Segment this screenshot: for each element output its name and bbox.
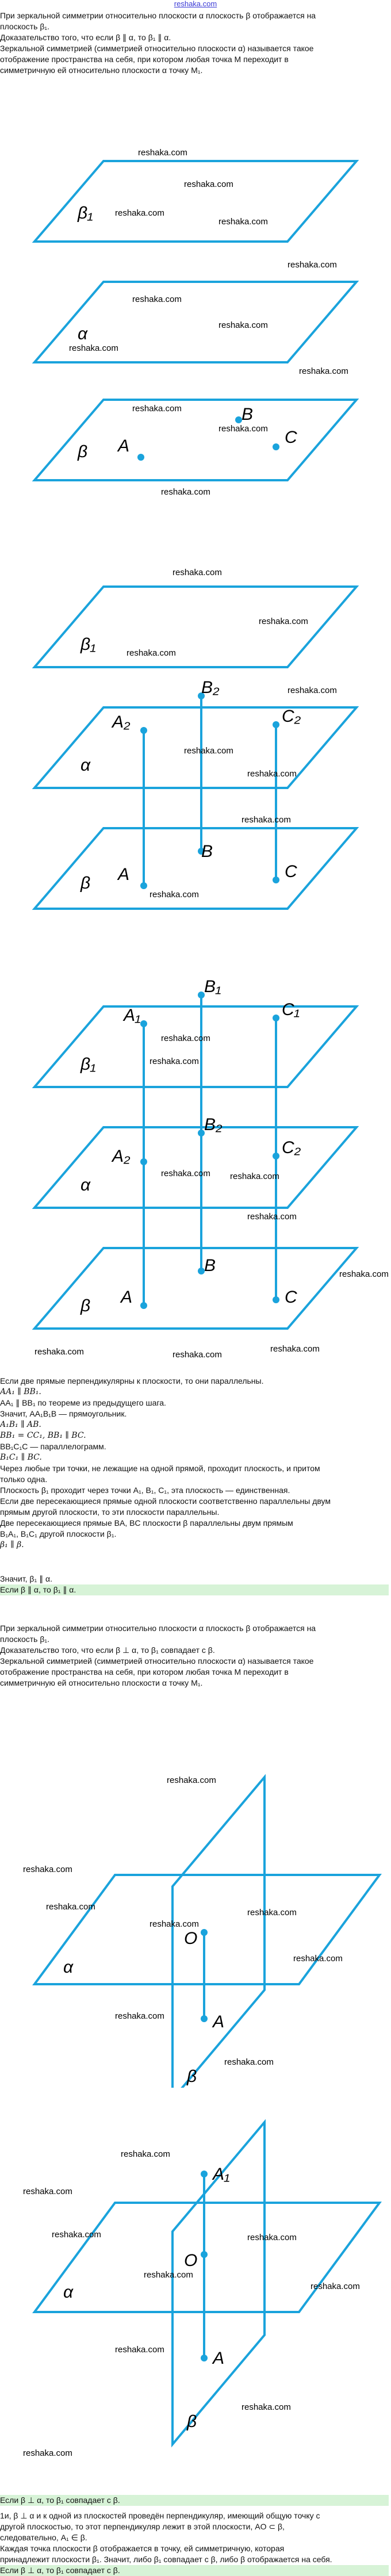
watermark: reshaka.com [34, 1347, 84, 1357]
watermark: reshaka.com [259, 617, 308, 626]
watermark: reshaka.com [172, 568, 222, 577]
watermark: reshaka.com [132, 294, 182, 304]
proof-line: B₁C₁ ∥ BC. [0, 1453, 42, 1462]
watermark: reshaka.com [144, 2270, 193, 2280]
proof-line: β₁ ∥ β. [0, 1540, 24, 1549]
label-beta1: β₁ [78, 204, 93, 223]
final-text [0, 2495, 389, 2576]
watermark: reshaka.com [230, 1172, 279, 1181]
point-o [201, 1929, 208, 1936]
point-c [273, 876, 279, 883]
proof-line: Значит, AA₁B₁B — прямоугольник. [0, 1409, 127, 1418]
label-b1: B₁ [204, 978, 221, 996]
plane-alpha [34, 1875, 379, 1984]
label-b: B [201, 842, 213, 861]
label-a: A [121, 1288, 133, 1307]
watermark: reshaka.com [115, 208, 164, 218]
plane-alpha [34, 1127, 356, 1208]
label-c: C [285, 1288, 297, 1307]
watermark: reshaka.com [23, 2187, 72, 2196]
label-b2: B₂ [201, 678, 220, 697]
watermark: reshaka.com [224, 2057, 274, 2067]
part2-line: плоскость β₁. [0, 1635, 50, 1644]
point-a [201, 2355, 208, 2361]
point-o [201, 2251, 208, 2258]
watermark: reshaka.com [247, 2233, 297, 2242]
point-a [140, 1302, 147, 1309]
label-beta: β [80, 1296, 91, 1315]
plane-alpha [34, 2203, 379, 2312]
proof-line: Через любые три точки, не лежащие на одной прямой, проходит плоскость, и притом [0, 1464, 320, 1473]
point-a [137, 454, 144, 461]
intro-line: Зеркальной симметрией (симметрией относительно плоскости α) называется такое [0, 44, 314, 53]
part2-line: Доказательство того, что если β ⊥ α, то β₁ совпадает с β. [0, 1645, 215, 1655]
figure-4 [0, 1697, 391, 2088]
label-beta1: β₁ [80, 635, 96, 654]
site-link[interactable]: reshaka.com [174, 0, 217, 8]
point-a [140, 882, 147, 889]
conclusion-2: Если β ⊥ α, то β₁ совпадает с β. [0, 2495, 389, 2506]
watermark: reshaka.com [115, 2345, 164, 2355]
part2-line: симметричную ей относительно плоскости α точку M₁. [0, 1678, 203, 1687]
label-a1: A₁ [213, 2165, 230, 2184]
plane-beta1 [34, 1006, 356, 1087]
final-line: принадлежит плоскости β₁. Значит, либо β₁ совпадает с β, либо β отображается на себя. [0, 2555, 332, 2564]
point-a [201, 2015, 208, 2022]
label-b: B [204, 1256, 216, 1275]
label-c2: C₂ [282, 1138, 301, 1157]
point-a1 [140, 1020, 147, 1027]
proof-line: только одна. [0, 1475, 48, 1484]
watermark: reshaka.com [218, 217, 268, 227]
watermark: reshaka.com [161, 1034, 210, 1043]
final-line: следовательно, A₁ ∈ β. [0, 2533, 87, 2542]
proof-line: BB₁C₁C — параллелограмм. [0, 1442, 106, 1451]
conclusion-3: Если β ⊥ α, то β₁ совпадает с β. [0, 2565, 389, 2576]
label-alpha: α [80, 756, 91, 775]
watermark: reshaka.com [270, 1344, 320, 1354]
intro-text [0, 10, 389, 76]
figure-5 [0, 2088, 391, 2490]
intro-line: симметричную ей относительно плоскости α точку M₁. [0, 66, 203, 75]
watermark: reshaka.com [299, 366, 348, 376]
intro-line: отображение пространства на себя, при котором любая точка M переходит в [0, 55, 289, 64]
watermark: reshaka.com [241, 815, 291, 825]
watermark: reshaka.com [138, 148, 187, 158]
part2-text [0, 1623, 389, 1689]
figure-2 [0, 552, 391, 949]
label-beta: β [187, 2412, 197, 2431]
figure-1 [0, 86, 391, 506]
watermark: reshaka.com [150, 1057, 199, 1066]
label-a: A [213, 2012, 225, 2031]
final-line: другой плоскостью, то этот перпендикуляр лежит в этой плоскости, AO ⊂ β, [0, 2522, 285, 2531]
point-c1 [273, 1015, 279, 1021]
label-a: A [118, 437, 130, 456]
watermark: reshaka.com [218, 320, 268, 330]
plane-beta [34, 400, 356, 480]
label-alpha: α [80, 1176, 91, 1195]
watermark: reshaka.com [172, 1350, 222, 1360]
label-c1: C₁ [282, 1000, 300, 1019]
label-beta: β [187, 2067, 197, 2086]
intro-line: плоскость β₁. [0, 22, 50, 31]
watermark: reshaka.com [23, 2448, 72, 2458]
label-a2: A₂ [112, 713, 131, 732]
intro-line: Доказательство того, что если β ∥ α, то β₁ ∥ α. [0, 33, 171, 42]
point-a1 [201, 2171, 208, 2177]
proof-line: B₁A₁, B₁C₁ другой плоскости β₁. [0, 1529, 117, 1538]
watermark: reshaka.com [46, 1902, 95, 1912]
watermark: reshaka.com [150, 1919, 199, 1929]
watermark: reshaka.com [247, 1212, 297, 1222]
plane-beta1 [34, 587, 356, 667]
part2-line: При зеркальной симметрии относительно плоскости α плоскость β отображается на [0, 1624, 316, 1633]
label-a: A [213, 2349, 225, 2368]
watermark: reshaka.com [184, 179, 233, 189]
watermark: reshaka.com [167, 1775, 216, 1785]
proof-line: Если две пересекающиеся прямые одной плоскости соответственно параллельны двум [0, 1496, 331, 1506]
watermark: reshaka.com [115, 2011, 164, 2021]
label-a: A [118, 865, 130, 884]
watermark: reshaka.com [247, 769, 297, 779]
figure-3 [0, 978, 391, 1369]
proof-line: Две пересекающиеся прямые BA, BC плоскости β параллельны двум прямым [0, 1518, 293, 1528]
point-a2 [140, 1158, 147, 1165]
point-c [273, 1296, 279, 1303]
point-c2 [273, 721, 279, 728]
part2-line: Зеркальной симметрией (симметрией относительно плоскости α) называется такое [0, 1656, 314, 1666]
conclusion-1: Если β ∥ α, то β₁ ∥ α. [0, 1584, 389, 1595]
watermark: reshaka.com [132, 404, 182, 414]
label-c: C [285, 428, 297, 447]
label-alpha: α [63, 2283, 74, 2302]
label-beta: β [78, 442, 88, 461]
final-line: Каждая точка плоскости β отображается в точку, ей симметричную, которая [0, 2544, 285, 2553]
point-c [273, 443, 279, 450]
label-o: O [184, 2251, 198, 2270]
watermark: reshaka.com [288, 260, 337, 270]
watermark: reshaka.com [23, 1865, 72, 1874]
point-a2 [140, 727, 147, 734]
label-c2: C₂ [282, 707, 301, 726]
label-beta1: β₁ [80, 1055, 96, 1074]
watermark: reshaka.com [69, 343, 118, 353]
proof-line: AA₁ ∥ BB₁. [0, 1387, 41, 1396]
proof-line: BB₁ = CC₁, BB₁ ∥ BC. [0, 1431, 86, 1440]
watermark: reshaka.com [184, 746, 233, 756]
part2-line: отображение пространства на себя, при котором любая точка M переходит в [0, 1667, 289, 1676]
label-b: B [241, 405, 254, 424]
label-o: O [184, 1929, 198, 1948]
proof-text [0, 1376, 389, 1595]
plane-beta [34, 1248, 356, 1329]
label-beta: β [80, 874, 91, 893]
label-b2: B₂ [204, 1115, 223, 1134]
watermark: reshaka.com [241, 2402, 291, 2412]
label-c: C [285, 862, 297, 881]
proof-line: Если две прямые перпендикулярны к плоскости, то они параллельны. [0, 1376, 264, 1385]
label-a1: A₁ [124, 1006, 141, 1025]
plane-beta1 [34, 161, 356, 242]
intro-line: При зеркальной симметрии относительно плоскости α плоскость β отображается на [0, 11, 316, 20]
watermark: reshaka.com [247, 1908, 297, 1917]
watermark: reshaka.com [161, 1169, 210, 1178]
final-line: 1и, β ⊥ α и к одной из плоскостей проведён перпендикуляр, имеющий общую точку с [0, 2511, 320, 2520]
proof-line: AA₁ ∥ BB₁ по теореме из предыдущего шага. [0, 1398, 166, 1407]
watermark: reshaka.com [52, 2230, 101, 2240]
proof-line: A₁B₁ ∥ AB. [0, 1420, 41, 1429]
watermark: reshaka.com [339, 1269, 389, 1279]
watermark: reshaka.com [293, 1954, 343, 1963]
watermark: reshaka.com [126, 648, 176, 658]
watermark: reshaka.com [310, 2282, 360, 2291]
label-alpha: α [78, 324, 88, 343]
watermark: reshaka.com [150, 890, 199, 900]
watermark: reshaka.com [121, 2149, 170, 2159]
proof-line: Значит, β₁ ∥ α. [0, 1574, 52, 1583]
label-a2: A₂ [112, 1147, 131, 1166]
label-alpha: α [63, 1958, 74, 1977]
watermark: reshaka.com [218, 424, 268, 434]
point-c2 [273, 1153, 279, 1159]
proof-line: Плоскость β₁ проходит через точки A₁, B₁, C₁, эта плоскость — единственная. [0, 1486, 290, 1495]
watermark: reshaka.com [288, 686, 337, 695]
proof-line: прямым другой плоскости, то эти плоскости параллельны. [0, 1507, 220, 1517]
watermark: reshaka.com [161, 487, 210, 497]
